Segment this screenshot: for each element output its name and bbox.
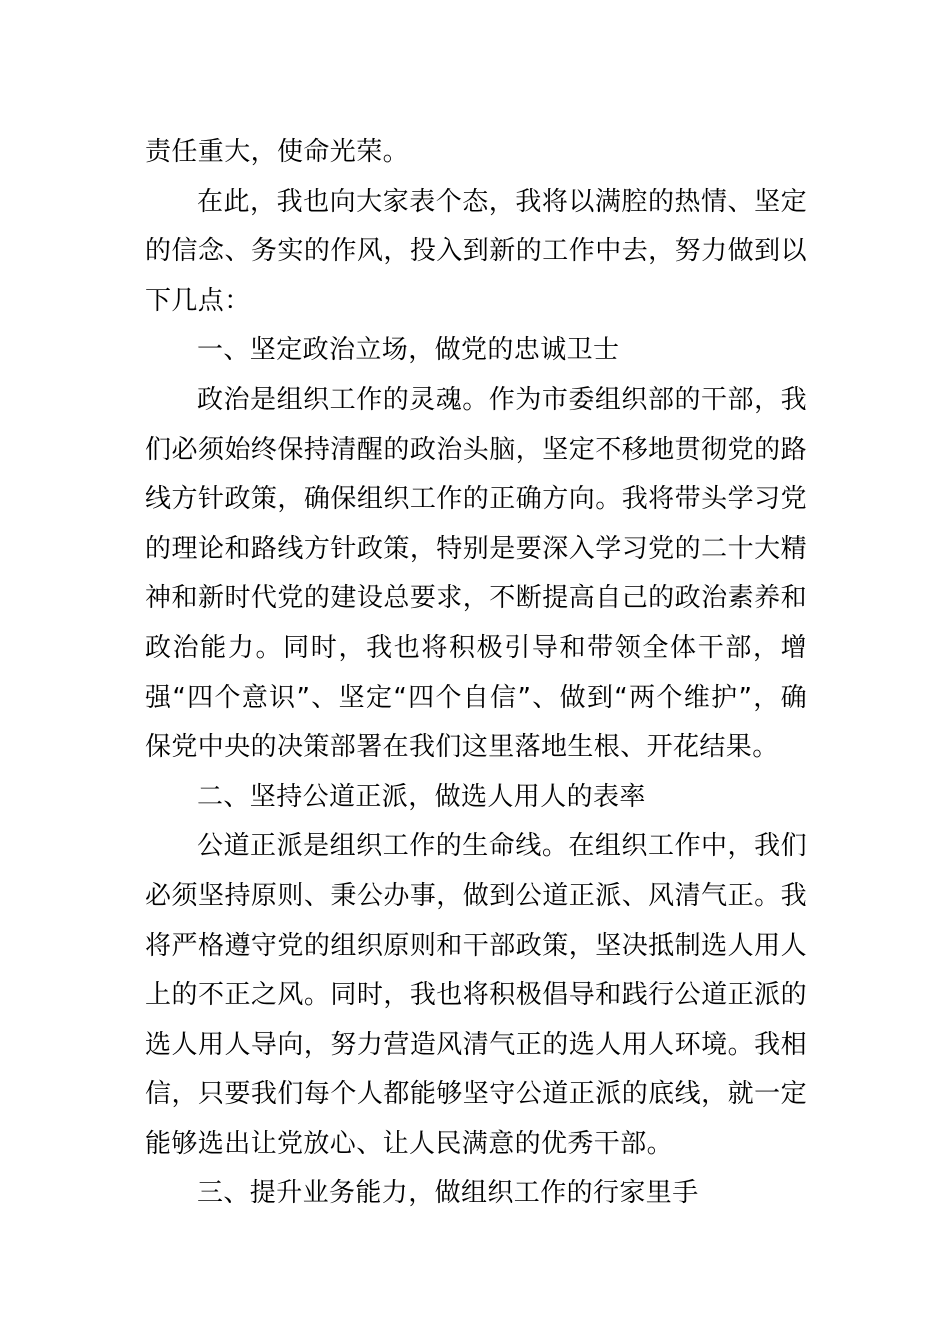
paragraph-continuation: 责任重大，使命光荣。 xyxy=(145,137,410,167)
heading-section-2: 二、坚持公道正派，做选人用人的表率 xyxy=(197,781,646,812)
paragraph-section-2: 公道正派是组织工作的生命线。在组织工作中，我们必须坚持原则、秉公办事，做到公道正派、风清气正。我将严格遵守党的组织原则和干部政策，坚决抵制选人用人上的不正之风。同时，我也将积极倡导和践行公道正派的选人用人导向，努力营造风清气正的选人用人环境。我相信，只要我们每个人都能够坚守公道正派的底线，就一定能够选出让党放心、让人民满意的优秀干部。 xyxy=(145,831,807,1159)
document-body xyxy=(145,128,807,1219)
heading-section-3: 三、提升业务能力，做组织工作的行家里手 xyxy=(197,1178,699,1209)
paragraph-section-1: 政治是组织工作的灵魂。作为市委组织部的干部，我们必须始终保持清醒的政治头脑，坚定不移地贯彻党的路线方针政策，确保组织工作的正确方向。我将带头学习党的理论和路线方针政策，特别是要深入学习党的二十大精神和新时代党的建设总要求，不断提高自己的政治素养和政治能力。同时，我也将积极引导和带领全体干部，增强“四个意识”、坚定“四个自信”、做到“两个维护”，确保党中央的决策部署在我们这里落地生根、开花结果。 xyxy=(145,384,807,763)
heading-section-1: 一、坚定政治立场，做党的忠诚卫士 xyxy=(197,335,620,366)
paragraph-statement: 在此，我也向大家表个态，我将以满腔的热情、坚定的信念、务实的作风，投入到新的工作中去，努力做到以下几点： xyxy=(145,186,807,316)
